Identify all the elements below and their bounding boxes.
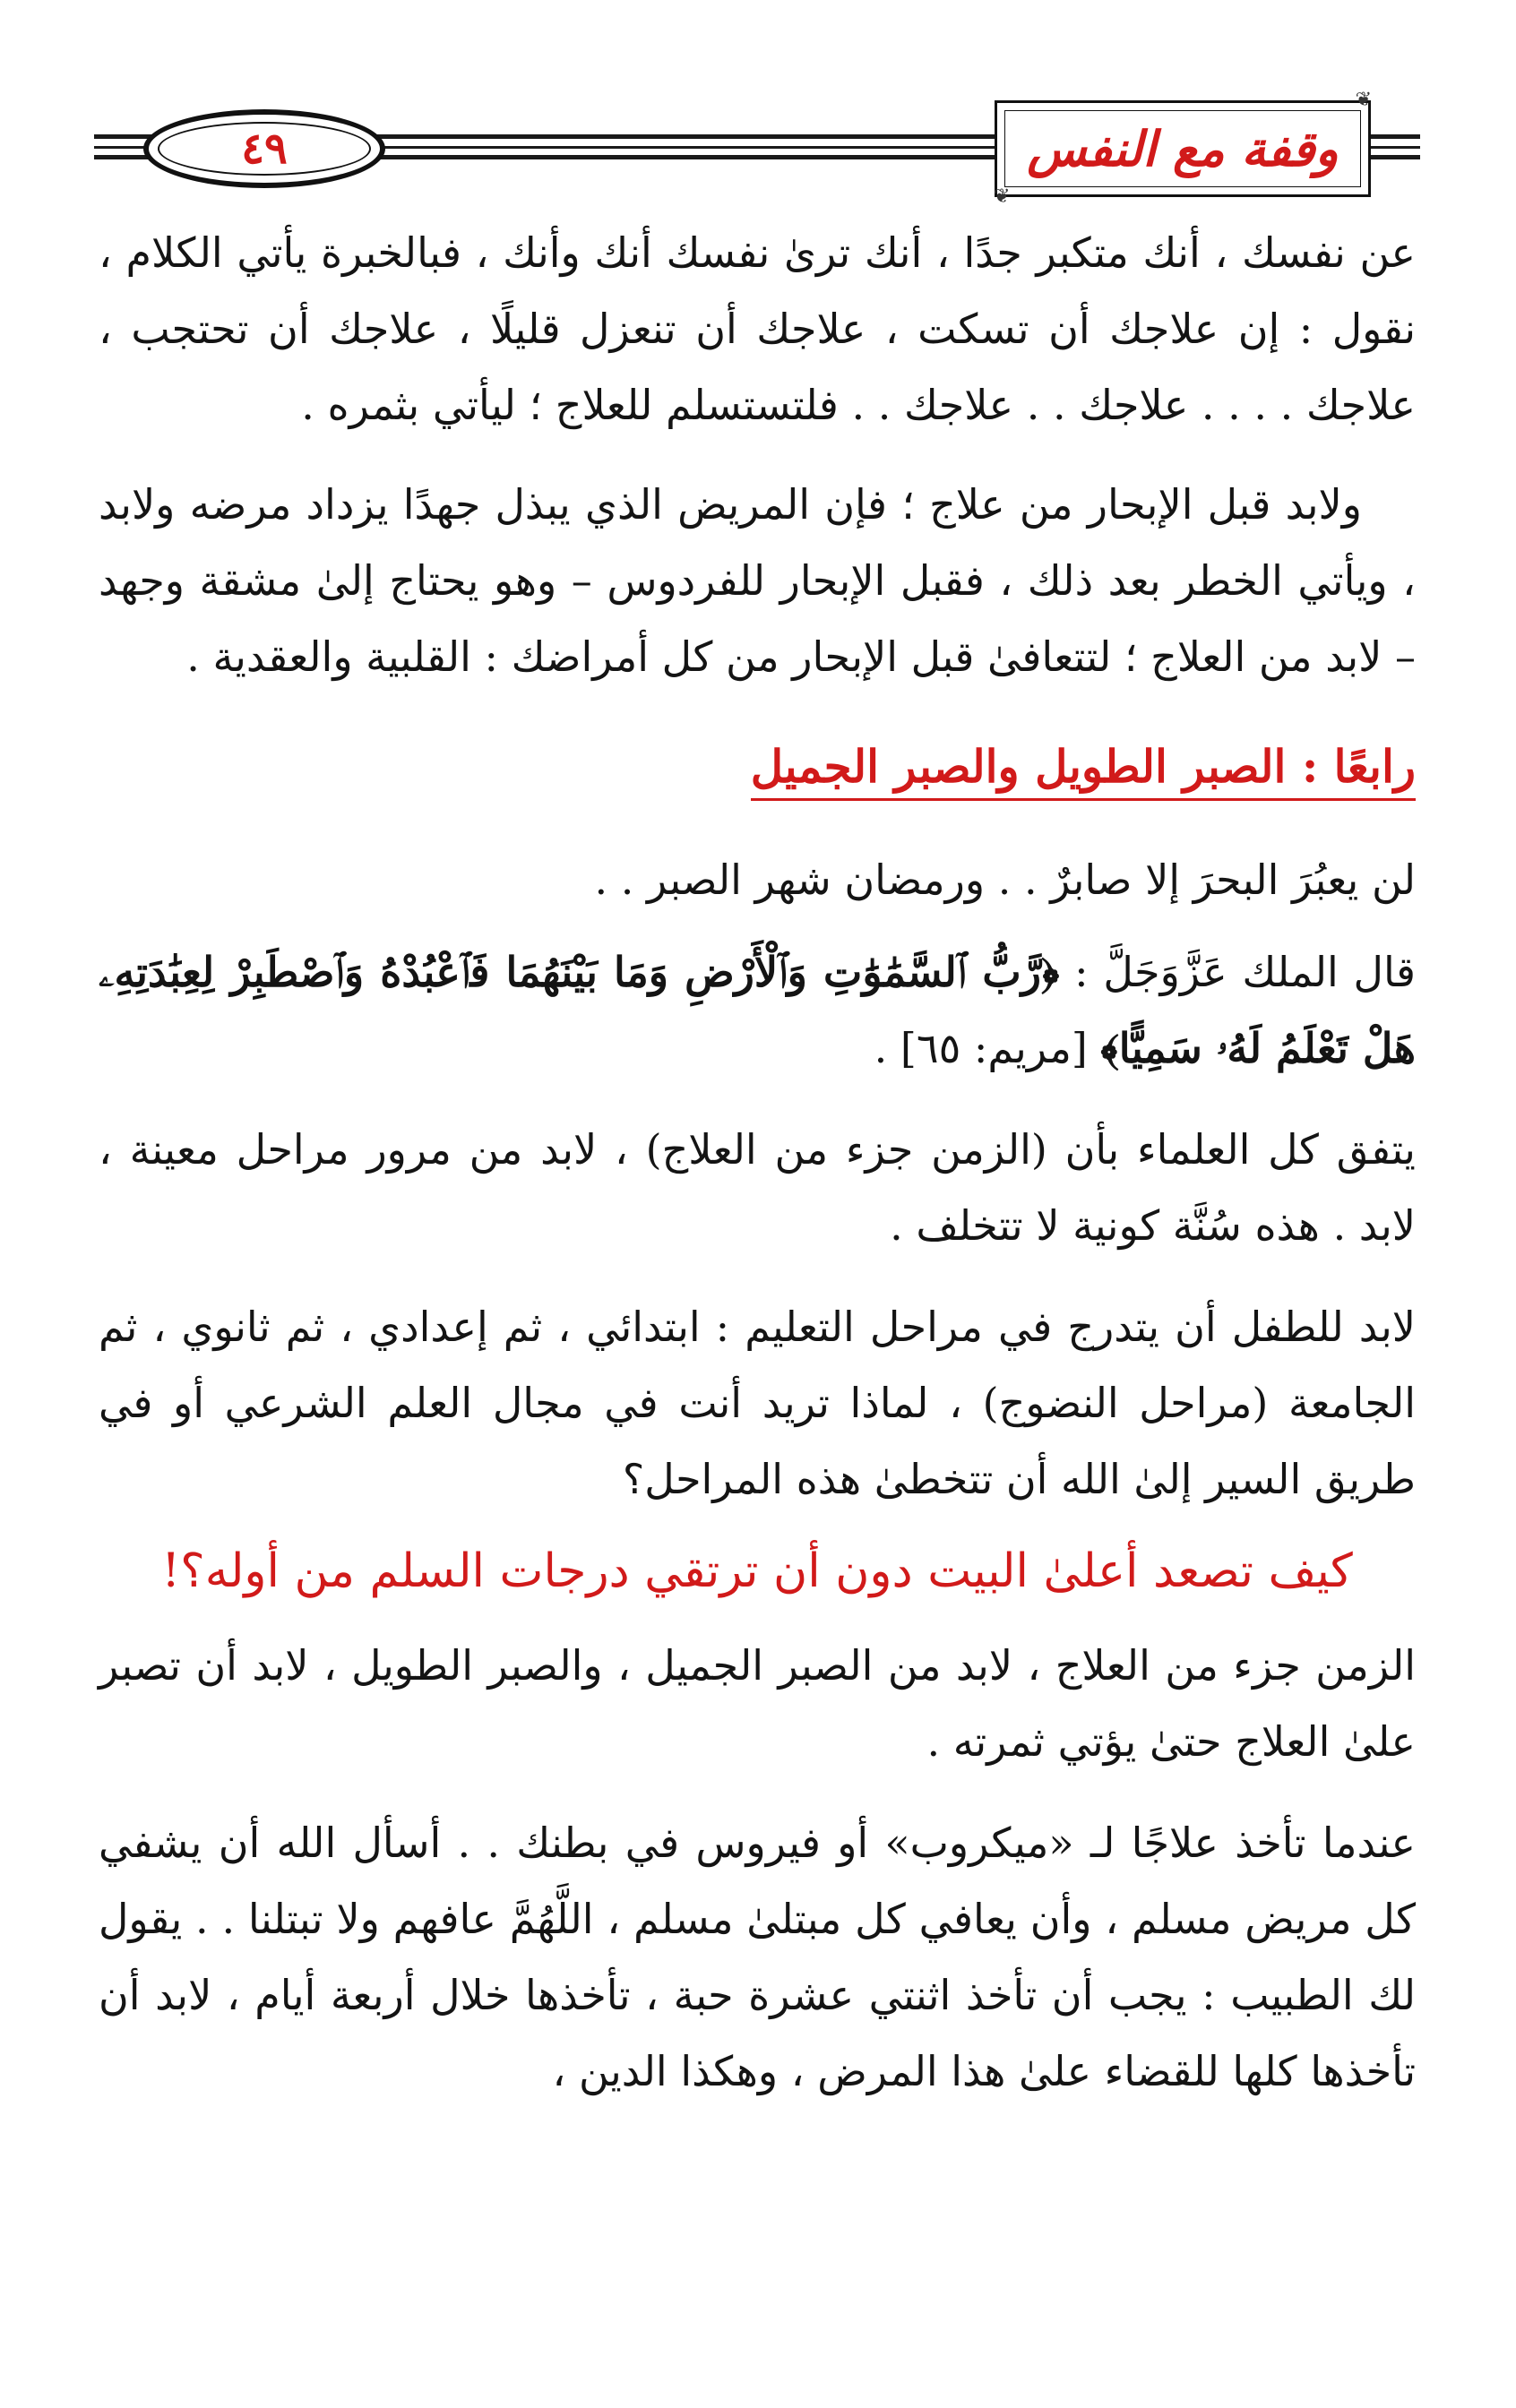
page-body bbox=[99, 215, 1416, 2110]
running-title: وقفة مع النفس bbox=[1027, 120, 1339, 177]
highlighted-question: كيف تصعد أعلىٰ البيت دون أن ترتقي درجات السلم من أوله؟! bbox=[161, 1544, 1353, 1598]
paragraph: عندما تأخذ علاجًا لـ «ميكروب» أو فيروس في بطنك . . أسأل الله أن يشفي كل مريض مسلم ، وأن يعافي كل مبتلىٰ مسلم ، اللَّهُمَّ عافهم ولا تبتلنا . . يقول لك الطبيب : يجب أن تأخذ اثنتي عشرة حبة ، تأخذها خلال أربعة أيام ، لابد أن تأخذها كلها للقضاء علىٰ هذا المرض ، وهكذا الدين ، bbox=[99, 1819, 1416, 2095]
quote-intro: قال الملك عَزَّوَجَلَّ : bbox=[1059, 948, 1416, 996]
quran-quote-paragraph bbox=[99, 934, 1416, 1087]
paragraph: عن نفسك ، أنك متكبر جدًا ، أنك ترىٰ نفسك أنك وأنك ، فبالخبرة يأتي الكلام ، نقول : إن علاجك أن تسكت ، علاجك أن تنعزل قليلًا ، علاجك أن تحتجب ، علاجك . . . . علاجك . . علاجك . . فلتستسلم للعلاج ؛ ليأتي بثمره . bbox=[99, 228, 1416, 429]
page-number-badge bbox=[143, 109, 385, 188]
paragraph: ولابد قبل الإبحار من علاج ؛ فإن المريض الذي يبذل جهدًا يزداد مرضه ولابد ، ويأتي الخطر بعد ذلك ، فقبل الإبحار للفردوس – وهو يحتاج إلىٰ مشقة وجهد – لابد من العلاج ؛ لتتعافىٰ قبل الإبحار من كل أمراضك : القلبية والعقدية . bbox=[99, 480, 1416, 681]
section-heading-text: رابعًا : الصبر الطويل والصبر الجميل bbox=[751, 740, 1416, 801]
running-title-box bbox=[994, 89, 1372, 208]
quran-verse: ﴿رَّبُّ ٱلسَّمَٰوَٰتِ وَٱلْأَرْضِ وَمَا بَيْنَهُمَا فَٱعْبُدْهُ وَٱصْطَبِرْ لِعِبَٰدَتِهِۦ هَلْ تَعْلَمُ لَهُۥ سَمِيًّا﴾ bbox=[99, 948, 1416, 1072]
paragraph: الزمن جزء من العلاج ، لابد من الصبر الجميل ، والصبر الطويل ، لابد أن تصبر علىٰ العلاج حتىٰ يؤتي ثمرته . bbox=[99, 1641, 1416, 1766]
paragraph: لن يعبُرَ البحرَ إلا صابرٌ . . ورمضان شهر الصبر . . bbox=[594, 856, 1416, 904]
paragraph: يتفق كل العلماء بأن (الزمن جزء من العلاج) ، لابد من مرور مراحل معينة ، لابد . هذه سُنَّة كونية لا تتخلف . bbox=[99, 1125, 1416, 1250]
verse-reference: [مريم: ٦٥] . bbox=[874, 1024, 1101, 1072]
floral-ornament-icon: ❦ bbox=[994, 185, 1011, 208]
section-heading bbox=[99, 731, 1416, 803]
paragraph: لابد للطفل أن يتدرج في مراحل التعليم : ابتدائي ، ثم إعدادي ، ثم ثانوي ، ثم الجامعة (مراحل النضوج) ، لماذا تريد أنت في مجال العلم الشرعي أو في طريق السير إلىٰ الله أن تتخطىٰ هذه المراحل؟ bbox=[99, 1303, 1416, 1503]
page-number: ٤٩ bbox=[241, 124, 288, 174]
floral-ornament-icon: ❦ bbox=[1355, 89, 1372, 111]
page-header bbox=[94, 90, 1420, 206]
